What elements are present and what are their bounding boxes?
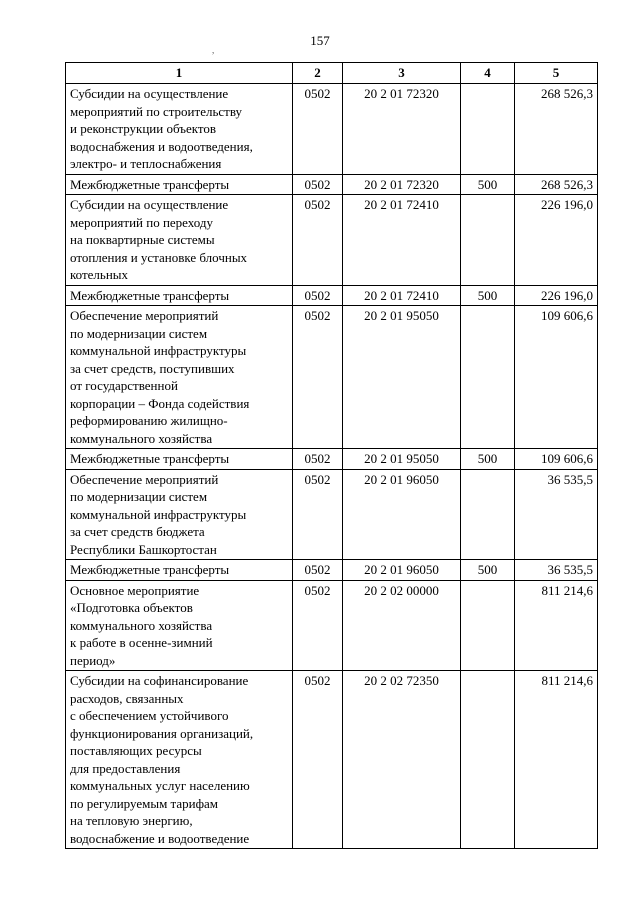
row-section: 0502 bbox=[293, 306, 343, 449]
row-name-line: Межбюджетные трансферты bbox=[70, 287, 230, 303]
budget-table bbox=[65, 62, 598, 849]
row-expense-type: 500 bbox=[461, 285, 515, 306]
row-expense-type bbox=[461, 195, 515, 286]
row-name-line: на тепловую энергию, bbox=[70, 813, 193, 828]
row-name-line: мероприятий по строительству bbox=[70, 103, 243, 119]
row-target-code: 20 2 02 72350 bbox=[343, 671, 461, 849]
row-name bbox=[66, 84, 293, 175]
stray-mark: , bbox=[212, 45, 215, 55]
table-header bbox=[66, 63, 598, 84]
row-name-line: по модернизации систем bbox=[70, 489, 208, 504]
row-name-line: мероприятий по переходу bbox=[70, 214, 214, 230]
row-name-line: коммунальных услуг населению bbox=[70, 778, 250, 793]
row-amount: 36 535,5 bbox=[515, 560, 598, 581]
row-section: 0502 bbox=[293, 469, 343, 560]
row-name bbox=[66, 560, 293, 581]
row-section: 0502 bbox=[293, 285, 343, 306]
row-amount: 36 535,5 bbox=[515, 469, 598, 560]
row-amount: 109 606,6 bbox=[515, 306, 598, 449]
row-target-code: 20 2 01 96050 bbox=[343, 469, 461, 560]
row-target-code: 20 2 02 00000 bbox=[343, 580, 461, 671]
row-section: 0502 bbox=[293, 195, 343, 286]
row-section: 0502 bbox=[293, 84, 343, 175]
row-name-line: Межбюджетные трансферты bbox=[70, 176, 230, 192]
row-name-line: Субсидии на осуществление bbox=[70, 86, 229, 101]
header-col-2: 2 bbox=[293, 63, 343, 84]
row-name-line: по регулируемым тарифам bbox=[70, 795, 219, 811]
row-name-line: поставляющих ресурсы bbox=[70, 743, 202, 758]
header-col-5: 5 bbox=[515, 63, 598, 84]
row-expense-type: 500 bbox=[461, 560, 515, 581]
row-name-line: Межбюджетные трансферты bbox=[70, 562, 230, 577]
row-name-line: от государственной bbox=[70, 378, 178, 393]
row-name-line: Субсидии на софинансирование bbox=[70, 673, 249, 688]
table-row bbox=[66, 469, 598, 560]
row-amount: 226 196,0 bbox=[515, 195, 598, 286]
row-name bbox=[66, 174, 293, 195]
header-row bbox=[66, 63, 598, 84]
row-name-line: и реконструкции объектов bbox=[70, 121, 217, 136]
row-name bbox=[66, 306, 293, 449]
row-target-code: 20 2 01 72410 bbox=[343, 195, 461, 286]
row-target-code: 20 2 01 72410 bbox=[343, 285, 461, 306]
row-name-line: на поквартирные системы bbox=[70, 232, 215, 247]
row-name-line: реформированию жилищно- bbox=[70, 413, 228, 428]
row-section: 0502 bbox=[293, 580, 343, 671]
row-target-code: 20 2 01 72320 bbox=[343, 174, 461, 195]
table-row bbox=[66, 449, 598, 470]
row-expense-type bbox=[461, 469, 515, 560]
row-target-code: 20 2 01 72320 bbox=[343, 84, 461, 175]
row-expense-type bbox=[461, 306, 515, 449]
row-name-line: Республики Башкортостан bbox=[70, 541, 217, 557]
row-name-line: коммунальной инфраструктуры bbox=[70, 506, 247, 522]
row-name-line: котельных bbox=[70, 267, 129, 282]
row-name-line: с обеспечением устойчивого bbox=[70, 708, 229, 723]
row-expense-type bbox=[461, 84, 515, 175]
row-name-line: водоснабжение и водоотведение bbox=[70, 830, 250, 846]
row-name-line: Субсидии на осуществление bbox=[70, 197, 229, 212]
row-amount: 811 214,6 bbox=[515, 580, 598, 671]
table-row bbox=[66, 174, 598, 195]
table-row bbox=[66, 84, 598, 175]
row-name-line: электро- и теплоснабжения bbox=[70, 156, 222, 171]
row-name-line: водоснабжения и водоотведения, bbox=[70, 138, 253, 154]
row-name-line: коммунального хозяйства bbox=[70, 430, 213, 446]
row-name-line: «Подготовка объектов bbox=[70, 600, 193, 615]
row-name bbox=[66, 449, 293, 470]
row-amount: 811 214,6 bbox=[515, 671, 598, 849]
header-col-1: 1 bbox=[66, 63, 293, 84]
row-section: 0502 bbox=[293, 560, 343, 581]
row-section: 0502 bbox=[293, 671, 343, 849]
header-col-3: 3 bbox=[343, 63, 461, 84]
row-name-line: коммунального хозяйства bbox=[70, 617, 213, 633]
table-body bbox=[66, 84, 598, 849]
row-name-line: к работе в осенне-зимний bbox=[70, 635, 213, 650]
row-amount: 226 196,0 bbox=[515, 285, 598, 306]
row-amount: 109 606,6 bbox=[515, 449, 598, 470]
row-expense-type: 500 bbox=[461, 174, 515, 195]
row-amount: 268 526,3 bbox=[515, 174, 598, 195]
row-name-line: функционирования организаций, bbox=[70, 725, 254, 741]
row-name-line: Обеспечение мероприятий bbox=[70, 471, 219, 487]
header-col-4: 4 bbox=[461, 63, 515, 84]
row-expense-type: 500 bbox=[461, 449, 515, 470]
table-row bbox=[66, 285, 598, 306]
row-name-line: период» bbox=[70, 652, 116, 668]
row-name-line: за счет средств, поступивших bbox=[70, 360, 235, 376]
row-target-code: 20 2 01 96050 bbox=[343, 560, 461, 581]
row-name bbox=[66, 285, 293, 306]
row-amount: 268 526,3 bbox=[515, 84, 598, 175]
table-row bbox=[66, 306, 598, 449]
table-row bbox=[66, 671, 598, 849]
row-name-line: за счет средств бюджета bbox=[70, 524, 205, 539]
row-target-code: 20 2 01 95050 bbox=[343, 306, 461, 449]
table-row bbox=[66, 580, 598, 671]
row-name-line: по модернизации систем bbox=[70, 325, 208, 341]
row-name bbox=[66, 469, 293, 560]
row-name-line: расходов, связанных bbox=[70, 690, 184, 706]
row-expense-type bbox=[461, 580, 515, 671]
row-name bbox=[66, 580, 293, 671]
row-name-line: отопления и установке блочных bbox=[70, 249, 248, 265]
row-name-line: Межбюджетные трансферты bbox=[70, 451, 230, 466]
row-name-line: Обеспечение мероприятий bbox=[70, 308, 219, 323]
row-section: 0502 bbox=[293, 449, 343, 470]
row-name bbox=[66, 195, 293, 286]
row-name-line: коммунальной инфраструктуры bbox=[70, 343, 247, 358]
row-target-code: 20 2 01 95050 bbox=[343, 449, 461, 470]
row-name bbox=[66, 671, 293, 849]
row-name-line: Основное мероприятие bbox=[70, 582, 200, 598]
page-number: 157 bbox=[310, 33, 330, 48]
row-name-line: корпорации – Фонда содействия bbox=[70, 395, 250, 411]
table-row bbox=[66, 195, 598, 286]
row-section: 0502 bbox=[293, 174, 343, 195]
table-row bbox=[66, 560, 598, 581]
row-name-line: для предоставления bbox=[70, 760, 181, 776]
row-expense-type bbox=[461, 671, 515, 849]
